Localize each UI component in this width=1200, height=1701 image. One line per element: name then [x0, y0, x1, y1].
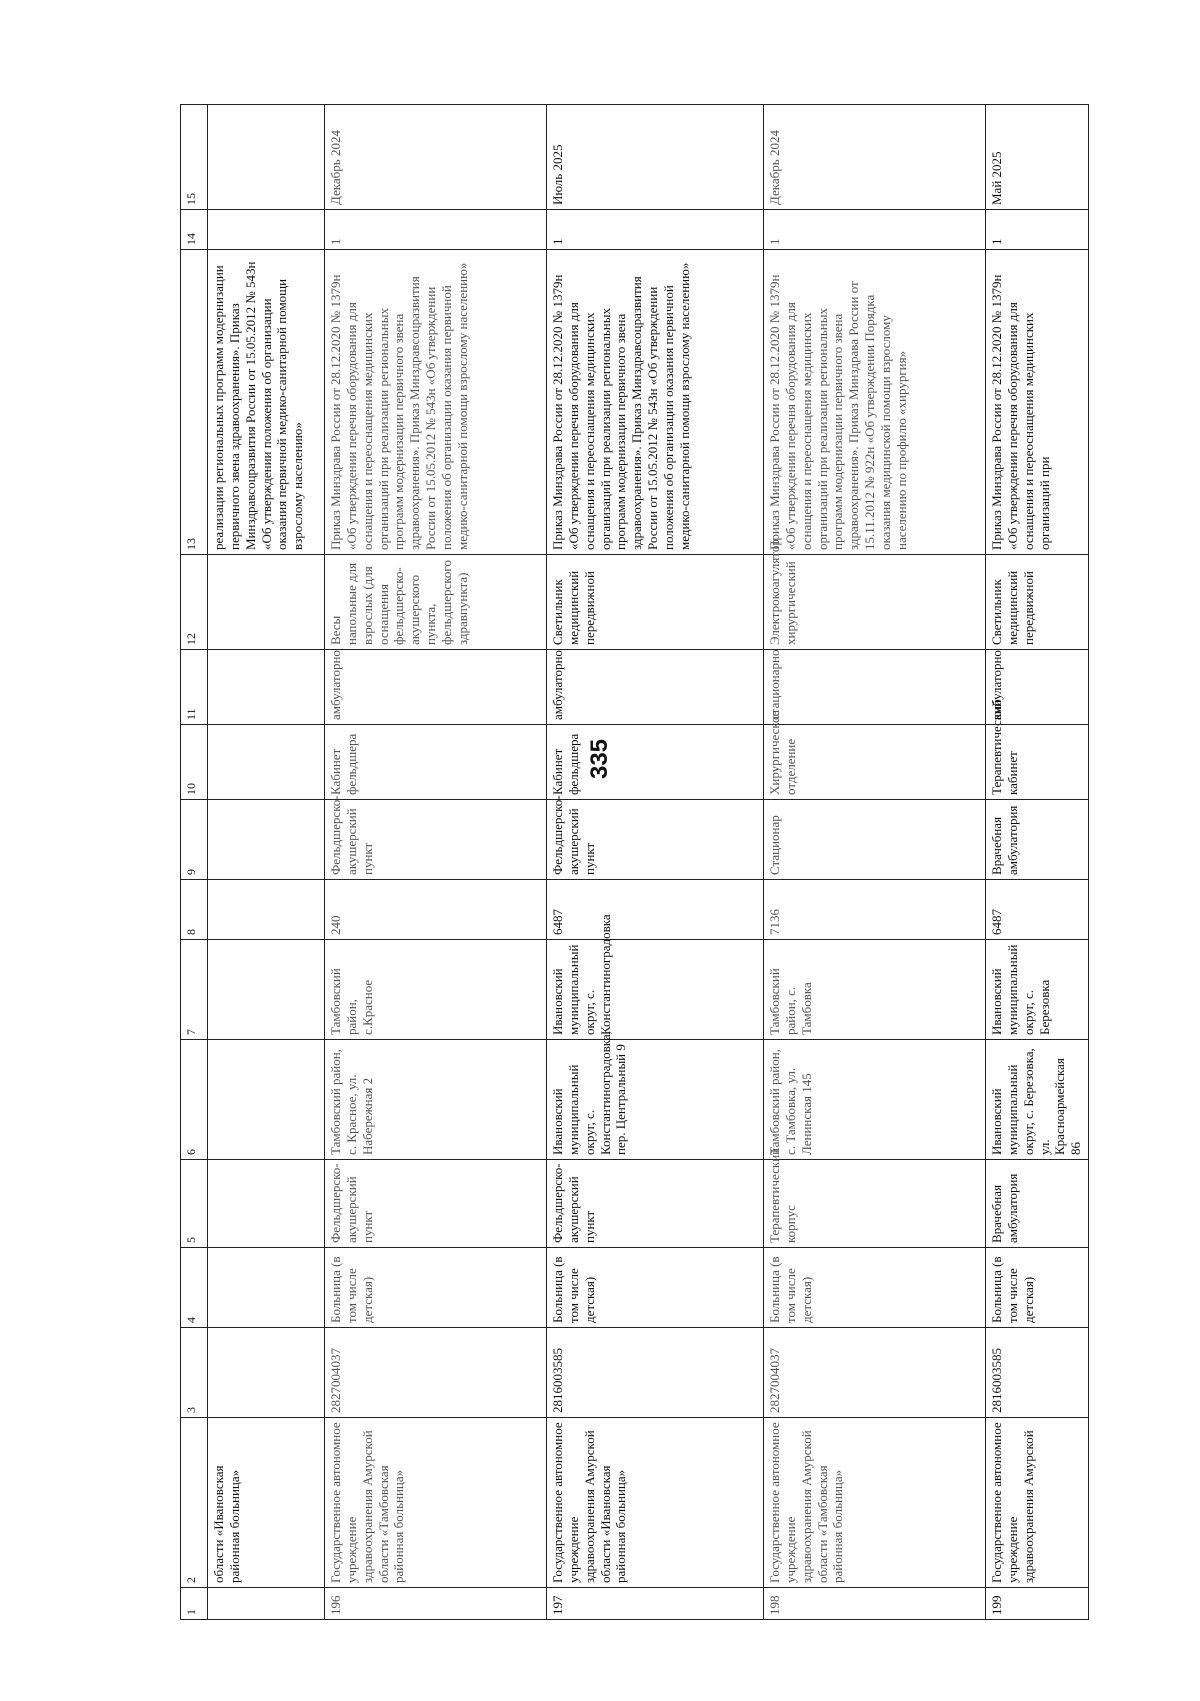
table-cell: Тамбовский район, с. Тамбовка, ул. Ленинская 145	[764, 1040, 986, 1160]
table-cell: Весы напольные для взрослых (для оснащения фельдшерско-акушерского пункта, фельдшерского здравпункта)	[325, 555, 547, 650]
table-cell: Приказ Минздрава России от 28.12.2020 № 1379н «Об утверждении перечня оборудования для оснащения и переоснащения медицинских организаций при реализации региональных программ модернизации первичного звена здравоохранения». Приказ Минздравсоцразвития России от 15.05.2012 № 543н «Об утверждении положения об организации оказания первичной медико-санитарной помощи взрослому населению»	[325, 250, 547, 555]
table-cell	[208, 650, 325, 725]
table-cell: Больница (в том числе детская)	[764, 1248, 986, 1328]
table-cell: Тамбовский район, с.Красное	[325, 940, 547, 1040]
header-cell: 11	[181, 650, 208, 725]
table-cell: Ивановский муниципальный округ, с. Константиноградовка	[547, 940, 764, 1040]
header-cell: 6	[181, 1040, 208, 1160]
table-cell	[208, 880, 325, 940]
table-cell: Электрокоагулятор хирургический	[764, 555, 986, 650]
table-cell: 6487	[986, 880, 1089, 940]
table-cell: Больница (в том числе детская)	[325, 1248, 547, 1328]
table-cell	[208, 1160, 325, 1248]
table-cell: Государственное автономное учреждение здравоохранения Амурской области «Ивановская районная больница»	[547, 1418, 764, 1588]
table-cell: Врачебная амбулатория	[986, 1160, 1089, 1248]
table-cell: Государственное автономное учреждение здравоохранения Амурской	[986, 1418, 1089, 1588]
table-cell: Государственное автономное учреждение здравоохранения Амурской области «Тамбовская районная больница»	[325, 1418, 547, 1588]
table-row	[986, 105, 1089, 1620]
table-cell: Кабинет фельдшера	[325, 725, 547, 800]
table-cell: 1	[547, 210, 764, 250]
table-cell	[208, 1248, 325, 1328]
table-cell: Больница (в том числе детская)	[986, 1248, 1089, 1328]
table-cell: Фельдшерско-акушерский пункт	[325, 1160, 547, 1248]
table-cell: 2816003585	[547, 1328, 764, 1418]
header-cell: 1	[181, 1588, 208, 1620]
table-cell	[208, 1040, 325, 1160]
table-row	[547, 105, 764, 1620]
table-cell: Ивановский муниципальный округ, с. Березовка	[986, 940, 1089, 1040]
table-cell: Тамбовский район, с. Красное, ул. Набережная 2	[325, 1040, 547, 1160]
table-cell: Приказ Минздрава России от 28.12.2020 № 1379н «Об утверждении перечня оборудования для оснащения и переоснащения медицинских организаций при реализации региональных программ модернизации первичного звена здравоохранения». Приказ Минздравсоцразвития России от 15.05.2012 № 543н «Об утверждении положения об организации оказания первичной медико-санитарной помощи взрослому населению»	[547, 250, 764, 555]
table-cell: стационарно	[764, 650, 986, 725]
table-cell: амбулаторно	[986, 650, 1089, 725]
table-cell: Государственное автономное учреждение здравоохранения Амурской области «Тамбовская районная больница»	[764, 1418, 986, 1588]
table-cell: 1	[325, 210, 547, 250]
table-cell: Ивановский муниципальный округ, с. Березовка, ул. Красноармейская 86	[986, 1040, 1089, 1160]
table-cell: Терапевтический кабинет	[986, 725, 1089, 800]
table-cell: Ивановский муниципальный округ, с. Константиноградовка, пер. Центральный 9	[547, 1040, 764, 1160]
table-cell: Кабинет фельдшера	[547, 725, 764, 800]
header-cell: 7	[181, 940, 208, 1040]
table-cell: Декабрь 2024	[325, 105, 547, 210]
header-cell: 13	[181, 250, 208, 555]
header-cell: 3	[181, 1328, 208, 1418]
header-row	[181, 105, 208, 1620]
table-cell: Фельдшерско-акушерский пункт	[325, 800, 547, 880]
table-cell: Хирургическое отделение	[764, 725, 986, 800]
table-cell: амбулаторно	[547, 650, 764, 725]
table-cell: Декабрь 2024	[764, 105, 986, 210]
table-cell: 199	[986, 1588, 1089, 1620]
table-cell	[208, 1328, 325, 1418]
table-cell: Больница (в том числе детская)	[547, 1248, 764, 1328]
table-cell: области «Ивановская районная больница»	[208, 1418, 325, 1588]
table-cell: 196	[325, 1588, 547, 1620]
header-cell: 4	[181, 1248, 208, 1328]
header-cell: 9	[181, 800, 208, 880]
table-cell: амбулаторно	[325, 650, 547, 725]
table-cell	[208, 725, 325, 800]
table-cell: 1	[986, 210, 1089, 250]
header-cell: 5	[181, 1160, 208, 1248]
table-cell: Врачебная амбулатория	[986, 800, 1089, 880]
header-cell: 15	[181, 105, 208, 210]
table-cell: Тамбовский район, с. Тамбовка	[764, 940, 986, 1040]
table-cell: реализации региональных программ модернизации первичного звена здравоохранения». Приказ Минздравсоцразвития России от 15.05.2012 № 543н «Об утверждении положения об организации оказания первичной медико-санитарной помощи взрослому населению»	[208, 250, 325, 555]
table-cell: Приказ Минздрава России от 28.12.2020 № 1379н «Об утверждении перечня оборудования для оснащения и переоснащения медицинских организаций при	[986, 250, 1089, 555]
table-cell: Терапевтический корпус	[764, 1160, 986, 1248]
table-cell: 2827004037	[764, 1328, 986, 1418]
table-cell	[208, 555, 325, 650]
header-cell: 12	[181, 555, 208, 650]
header-cell: 10	[181, 725, 208, 800]
table-cell: 6487	[547, 880, 764, 940]
table-cell: 2816003585	[986, 1328, 1089, 1418]
table-cell: Светильник медицинский передвижной	[547, 555, 764, 650]
equipment-table	[180, 104, 1089, 1620]
table-cell	[208, 105, 325, 210]
table-cell: Стационар	[764, 800, 986, 880]
header-cell: 8	[181, 880, 208, 940]
rotated-table-frame	[180, 105, 1084, 1620]
table-cell: Июль 2025	[547, 105, 764, 210]
table-row	[325, 105, 547, 1620]
table-cell: Май 2025	[986, 105, 1089, 210]
table-row	[764, 105, 986, 1620]
table-cell: 7136	[764, 880, 986, 940]
table-cell	[208, 1588, 325, 1620]
table-cell	[208, 940, 325, 1040]
table-cell: 1	[764, 210, 986, 250]
page-number-text: 335	[585, 738, 613, 780]
header-cell: 14	[181, 210, 208, 250]
table-cell: Фельдшерско-акушерский пункт	[547, 1160, 764, 1248]
table-cell: 198	[764, 1588, 986, 1620]
table-cell	[208, 800, 325, 880]
table-cell: 240	[325, 880, 547, 940]
rotated-table	[180, 105, 1084, 1620]
table-cell: Приказ Минздрава России от 28.12.2020 № 1379н «Об утверждении перечня оборудования для оснащения и переоснащения медицинских организаций при реализации региональных программ модернизации первичного звена здравоохранения». Приказ Минздрава России от 15.11.2012 № 922н «Об утверждении Порядка оказания медицинской помощи взрослому населению по профилю «хирургия»	[764, 250, 986, 555]
table-cell: Фельдшерско-акушерский пункт	[547, 800, 764, 880]
table-cell: 2827004037	[325, 1328, 547, 1418]
table-cell: 197	[547, 1588, 764, 1620]
table-row	[208, 105, 325, 1620]
header-cell: 2	[181, 1418, 208, 1588]
table-cell: Светильник медицинский передвижной	[986, 555, 1089, 650]
table-cell	[208, 210, 325, 250]
